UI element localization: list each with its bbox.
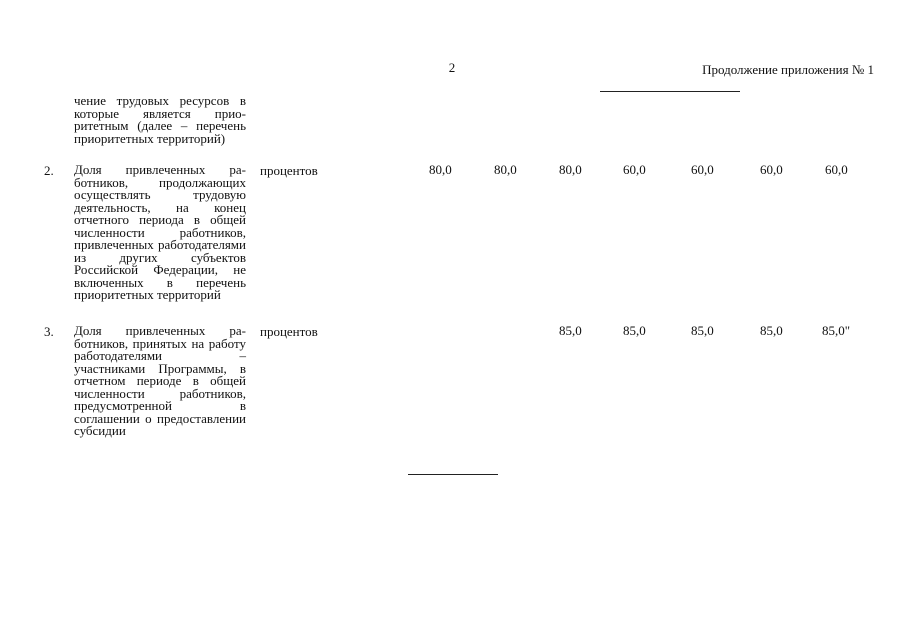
value-cell: 60,0	[825, 162, 848, 177]
indicator-text: Доля привлеченных работников, принятых на работу работодателями – участниками Программы, в отчетном периоде в общей численности работников, предусмотренной в соглашении о предоставлении субсидии	[74, 323, 246, 438]
end-rule	[408, 474, 498, 475]
value-cell: 85,0	[760, 323, 783, 338]
title-underline	[600, 91, 740, 92]
value-cell: 85,0	[623, 323, 646, 338]
appendix-title: Продолжение приложения № 1	[702, 62, 874, 77]
unit-cell: процентов	[260, 324, 318, 339]
row-number: 2.	[44, 163, 54, 178]
value-cell: 60,0	[623, 162, 646, 177]
indicator-text-continued: чение трудовых ресурсов в которые является приоритетным (далее – перечень приоритетных территорий)	[74, 93, 246, 146]
value-cell: 60,0	[760, 162, 783, 177]
row-number: 3.	[44, 324, 54, 339]
page-number: 2	[448, 60, 456, 75]
value-cell: 80,0	[559, 162, 582, 177]
unit-cell: процентов	[260, 163, 318, 178]
value-cell: 80,0	[429, 162, 452, 177]
value-cell: 85,0"	[822, 323, 851, 338]
value-cell: 60,0	[691, 162, 714, 177]
value-cell: 80,0	[494, 162, 517, 177]
value-cell: 85,0	[559, 323, 582, 338]
value-cell: 85,0	[691, 323, 714, 338]
indicator-text: Доля привлеченных работников, продолжающих осуществлять трудовую деятельность, на конец отчетного периода в общей численности работников, привлеченных работодателями из других субъектов Российской Федерации, не включенных в перечень приоритетных территорий	[74, 162, 246, 302]
